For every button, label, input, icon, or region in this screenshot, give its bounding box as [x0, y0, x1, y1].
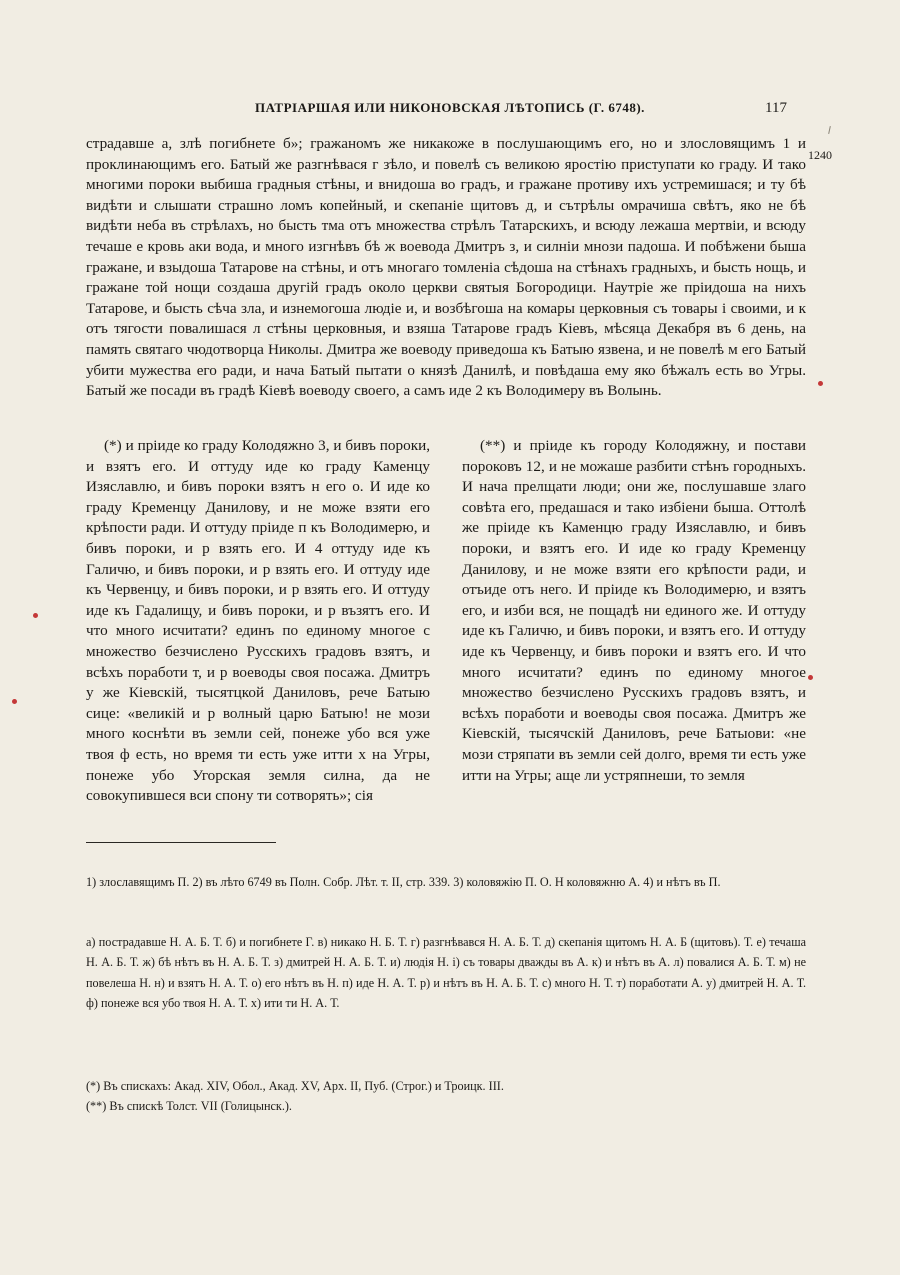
red-ink-mark	[33, 613, 38, 618]
parallel-columns	[86, 436, 806, 836]
running-head: ПАТРІАРШАЯ ИЛИ НИКОНОВСКАЯ ЛѢТОПИСЬ (Г. 6748).	[255, 100, 645, 115]
footnote-divider	[86, 842, 276, 843]
main-text-block	[86, 134, 806, 402]
variant-readings-text: а) пострадавше Н. А. Б. Т. б) и погибнете Г. в) никако Н. Б. Т. г) разгнѣвався Н. А. Б. Т. д) скепанія щитомъ Н. А. Б (щитовъ). Т. е) течаша Н. А. Б. Т. ж) бѣ нѣтъ въ Н. А. Б. Т. з) дмитрей Н. А. Б. Т. и) людія Н. і) съ товары дважды въ А. к) и нѣтъ въ А. л) повалися А. Б. Т. м) не повелеша Н. н) и взятъ Н. А. Т. о) его нѣтъ въ Н. п) иде Н. А. Т. р) и нѣтъ въ Н. А. Б. Т. с) много Н. Т. т) поработати А. у) дмитрей Н. А. Т. ф) понеже вся убо твоя Н. А. Т. х) ити ти Н. А. Т.	[86, 935, 806, 1011]
red-ink-mark	[12, 699, 17, 704]
margin-year-note: 1240	[808, 148, 832, 162]
left-column	[86, 436, 430, 807]
right-column-text: (**) и пріиде къ городу Колодяжну, и постави пороковъ 12, и не можаше разбити стѣнъ городныхъ. И нача прелщати люди; они же, послушавше злаго совѣта его, предашася и тако избіени быша. Оттолѣ же пріиде къ Каменцю граду Изяславлю, и бивъ пороки, и взятъ его. И иде ко граду Кременцу Данилову, и не може взяти его крѣпости ради, и отъиде отъ него. И пріиде къ Володимерю, и взятъ его, и изби вся, не пощадѣ ни единого же. И оттуду иде къ Галичю, и бивъ пороки, и взятъ его. И оттуду иде къ Червенцу, и бивъ пороки и взятъ его. И что много исчитати? единъ по единому многое множество безчислено Русскихъ градовъ взятъ, и всѣхъ поработи и воеводы своя посажа. Дмитръ же Кіевскій, тысячскій Даниловъ, рече Батыови: «не мози стряпати въ земли сей долго, время ти есть уже итти на Угры; аще ли устряпнеши, то земля	[462, 437, 806, 784]
left-column-text: (*) и пріиде ко граду Колодяжно 3, и бивъ пороки, и взятъ его. И оттуду иде ко граду Каменцу Изяславлю, и бивъ пороки взятъ н его о. И иде ко граду Кременцу Данилову, и не може взяти его крѣпости ради. И оттуду пріиде п къ Володимерю, и бивъ пороки, и р взять его. И 4 оттуду иде къ Галичю, и бивъ пороки, и р взять его. И оттуду иде къ Червенцу, и бивъ пороки, и р взять его. И оттуду иде къ Гадалищу, и бивъ пороки, и р възятъ его. И что много исчитати? единъ по единому многое с множество безчислено Русскихъ градовъ взятъ, и всѣхъ поработи т, и р воеводы своя посажа. Дмитръ у же Кіевскій, тысятцкой Даниловъ, рече Батыю сице: «великій и р волный царю Батыю! не мози много коснѣти въ земли сей, понеже убо вся уже твоя ф есть, но время ти есть уже итти х на Угры, понеже убо Угорская земля силна, да не совокупившеся вси спону ти сотворять»; сія	[86, 437, 430, 805]
page-number: 117	[765, 100, 787, 116]
variant-readings	[86, 932, 806, 1014]
red-ink-mark	[818, 381, 823, 386]
numbered-footnotes	[86, 872, 806, 892]
manuscript-notes	[86, 1076, 806, 1116]
numbered-footnotes-text: 1) злославящимъ П. 2) въ лѣто 6749 въ Полн. Собр. Лѣт. т. II, стр. 339. 3) коловяжію П. О. Н коловяжню А. 4) и нѣтъ въ П.	[86, 875, 721, 889]
manuscript-note: (**) Въ спискѣ Толст. VII (Голицынск.).	[86, 1099, 292, 1113]
main-paragraph: страдавше а, злѣ погибнете б»; гражаномъ же никакоже в послушающимъ его, но и злословящимъ 1 и проклинающимъ его. Батый же разгнѣвася г зѣло, и повелѣ съ великою яростію приступати ко граду. И тако многими пороки выбиша градныя стѣны, и внидоша во градъ, и гражане противу ихъ устремишася; и ту бѣ видѣти и слышати страшно ломъ копейный, и скепаніе щитовъ д, и сътрѣлы омрачиша свѣтъ, яко не бѣ видѣти неба въ стрѣлахъ, но бысть тма отъ множества стрѣлъ Татарскихъ, и всюду лежаша мертвіи, и всюду течаше е кровь аки вода, и много изгнѣвъ бѣ ж воевода Дмитръ з, и силніи мнози падоша. И побѣжени быша гражане, и взыдоша Татарове на стѣны, и отъ многаго томленіа сѣдоша на стѣнахъ градныхъ, и бысть нощь, и гражане той нощи создаша другій градъ около церкви святыя Богородици. Наутріе же пріидоша на нихъ Татарове, и бысть сѣча зла, и изнемогоша людіе и, и возбѣгоша на комары церковныя съ товары і своими, и к отъ тягости повалишася л стѣны церковныя, и взяша Татарове градъ Кіевъ, мѣсяца Декабря въ 6 день, на память святаго чюдотворца Николы. Дмитра же воеводу приведоша къ Батыю язвена, и не повелѣ м его Батый убити мужества его ради, и нача Батый пытати о князѣ Данилѣ, и повѣдаша ему яко бѣжалъ есть во Угры. Батый же посади въ градѣ Кіевѣ воеводу своего, а самъ иде 2 къ Володимеру въ Волынь.	[86, 135, 806, 400]
manuscript-note: (*) Въ спискахъ: Акад. XIV, Обол., Акад. XV, Арх. II, Пуб. (Строг.) и Троицк. III.	[86, 1079, 504, 1093]
right-column	[462, 436, 806, 786]
margin-pencil-mark	[828, 126, 831, 134]
red-ink-mark	[808, 675, 813, 680]
